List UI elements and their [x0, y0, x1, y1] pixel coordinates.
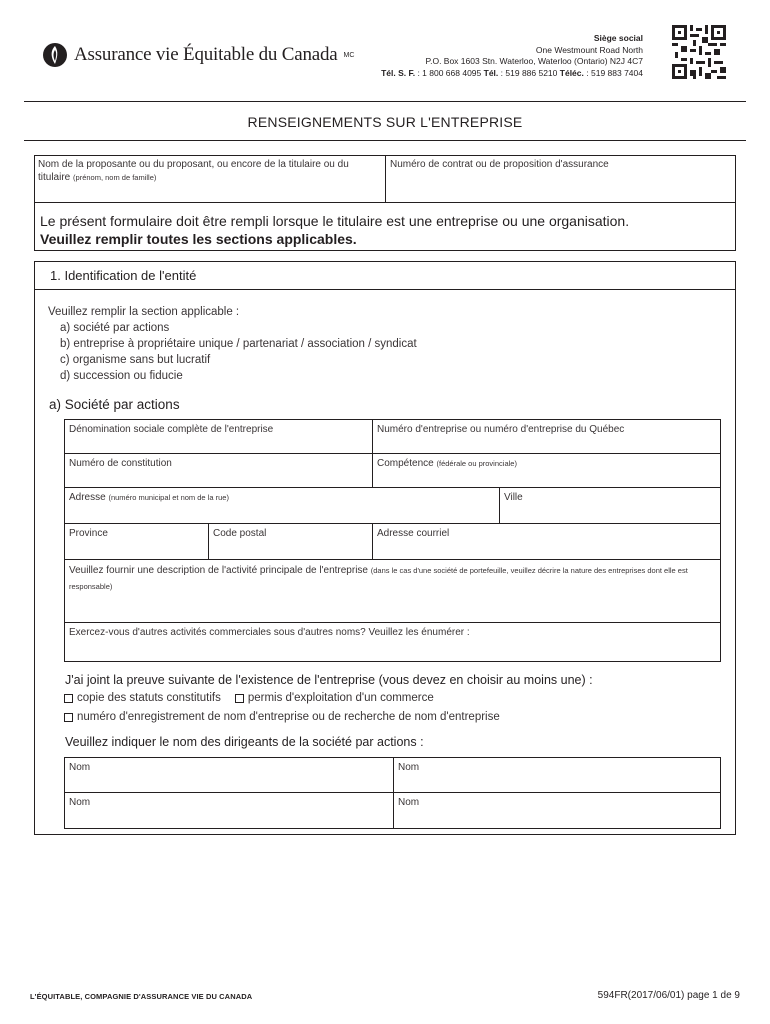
hq-address-1: One Westmount Road North	[535, 44, 643, 55]
footer-page: 594FR(2017/06/01) page 1 de 9	[597, 990, 740, 1001]
proof-row-1: copie des statuts constitutifs permis d'exploitation d'un commerce	[64, 692, 434, 704]
sub-a-heading: a) Société par actions	[49, 397, 180, 412]
footer-company: L'ÉQUITABLE, COMPAGNIE D'ASSURANCE VIE DU CANADA	[30, 992, 253, 1001]
company-logo	[42, 42, 354, 68]
email-field[interactable]: Adresse courriel	[372, 523, 721, 560]
province-field[interactable]: Province	[64, 523, 209, 560]
owner-name-field[interactable]: Nom de la proposante ou du proposant, ou encore de la titulaire ou du titulaire (prénom, nom de famille)	[34, 155, 386, 203]
address-field[interactable]: Adresse (numéro municipal et nom de la rue)	[64, 487, 500, 524]
business-number-field[interactable]: Numéro d'entreprise ou numéro d'entreprise du Québec	[372, 419, 721, 454]
option-a: a) société par actions	[60, 322, 170, 334]
trademark: MC	[343, 51, 355, 59]
instruction: Veuillez remplir la section applicable :	[48, 306, 240, 318]
jurisdiction-field[interactable]: Compétence (fédérale ou provinciale)	[372, 453, 721, 488]
other-names-field[interactable]: Exercez-vous d'autres activités commerciales sous d'autres noms? Veuillez les énumérer :	[64, 622, 721, 662]
proof-heading: J'ai joint la preuve suivante de l'existence de l'entreprise (vous devez en choisir au moins une) :	[65, 673, 593, 687]
director-name-1[interactable]: Nom	[64, 757, 394, 793]
checkbox-business-licence[interactable]	[235, 694, 244, 703]
intro-text: Le présent formulaire doit être rempli lorsque le titulaire est une entreprise ou une organisation. Veuillez remplir toutes les sections applicables.	[40, 213, 630, 247]
city-field[interactable]: Ville	[499, 487, 721, 524]
director-name-4[interactable]: Nom	[393, 792, 721, 829]
owner-contract-box	[34, 155, 736, 203]
activity-description-field[interactable]: Veuillez fournir une description de l'activité principale de l'entreprise (dans le cas d'une société de portefeuille, veuillez décrire la nature des entreprises dont elle est responsable)	[64, 559, 721, 623]
page-title: RENSEIGNEMENTS SUR L'ENTREPRISE	[247, 114, 523, 130]
option-c: c) organisme sans but lucratif	[60, 354, 211, 366]
legal-name-field[interactable]: Dénomination sociale complète de l'entreprise	[64, 419, 373, 454]
checkbox-articles[interactable]	[64, 694, 73, 703]
logo-icon	[42, 42, 68, 68]
head-office-block	[381, 33, 643, 79]
barcode-icon	[672, 25, 726, 79]
option-b: b) entreprise à propriétaire unique / partenariat / association / syndicat	[60, 338, 417, 350]
postal-code-field[interactable]: Code postal	[208, 523, 373, 560]
hq-phones: Tél. S. F. : 1 800 668 4095 Tél. : 519 886 5210 Téléc. : 519 883 7404	[381, 67, 643, 78]
company-name: Assurance vie Équitable du Canada	[74, 44, 338, 65]
proof-row-2: numéro d'enregistrement de nom d'entreprise ou de recherche de nom d'entreprise	[64, 711, 500, 723]
hq-title: Siège social	[593, 33, 643, 43]
section-1-heading: 1. Identification de l'entité	[50, 268, 197, 283]
header-rule	[24, 101, 746, 102]
director-name-3[interactable]: Nom	[64, 792, 394, 829]
contract-number-field[interactable]: Numéro de contrat ou de proposition d'assurance	[390, 159, 609, 170]
checkbox-registration[interactable]	[64, 713, 73, 722]
directors-heading: Veuillez indiquer le nom des dirigeants de la société par actions :	[65, 735, 424, 749]
title-rule	[24, 140, 746, 141]
option-d: d) succession ou fiducie	[60, 370, 183, 382]
options-list	[48, 304, 417, 384]
hq-address-2: P.O. Box 1603 Stn. Waterloo, Waterloo (Ontario) N2J 4C7	[425, 56, 643, 66]
director-name-2[interactable]: Nom	[393, 757, 721, 793]
incorporation-number-field[interactable]: Numéro de constitution	[64, 453, 373, 488]
section-1-divider	[34, 289, 736, 290]
